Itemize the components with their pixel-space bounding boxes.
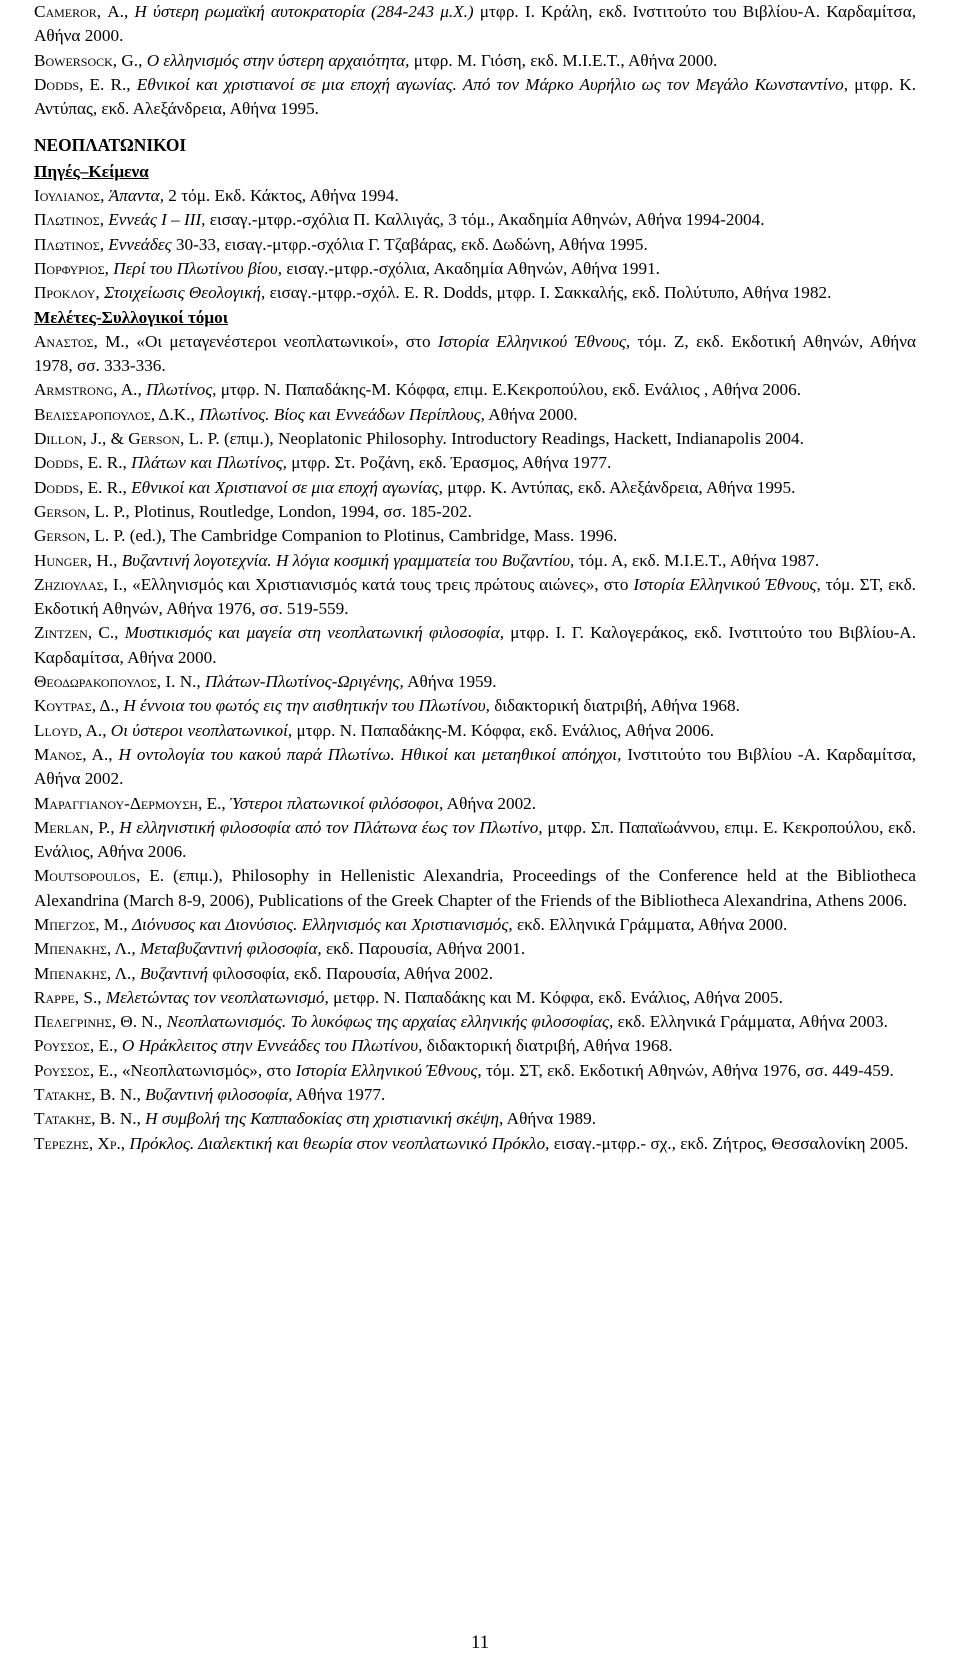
bibliography-entry [34, 0, 916, 49]
entry-title: Διόνυσος και Διονύσιος. Ελληνισμός και Χριστιανισμός, [131, 914, 513, 934]
bibliography-entry [34, 694, 916, 718]
entry-title: Ο Ηράκλειτος στην Εννεάδες του Πλωτίνου, [121, 1036, 423, 1056]
entry-author: Πελεγρινης, Θ. Ν. [34, 1012, 159, 1032]
entry-details: μτφρ. Ν. Παπαδάκης-Μ. Κόφφα, επιμ. Ε.Κεκροπούλου, εκδ. Ενάλιος , Αθήνα 2006. [216, 380, 802, 400]
entry-author: Armstrong, A. [34, 380, 138, 400]
bibliography-entry [34, 330, 916, 379]
bibliography-entry [34, 233, 916, 257]
entry-separator: , [108, 744, 119, 764]
entry-author: Lloyd, A. [34, 720, 103, 740]
bibliography-entry [34, 913, 916, 937]
entry-separator: , [196, 672, 206, 692]
bibliography-entry [34, 937, 916, 961]
entry-author: Zintzen, C. [34, 623, 115, 643]
bibliography-entry [34, 1107, 916, 1131]
entry-separator: , [136, 1109, 146, 1129]
entry-title: Στοιχείωσις Θεολογική, [103, 283, 266, 303]
bibliography-page [34, 0, 916, 1156]
entry-author: Κουτρας, Δ. [34, 696, 115, 716]
entry-title: Άπαντα, [108, 186, 164, 206]
entry-text: «Νεοπλατωνισμός», στο [121, 1060, 296, 1080]
entry-details: τόμ. ΣΤ, εκδ. Εκδοτική Αθηνών, Αθήνα 1976, σσ. 519-559. [34, 574, 916, 619]
entry-author: Moutsopoulos, E. [34, 866, 165, 886]
entry-title: Ιστορία Ελληνικού Έθνους, [437, 331, 631, 351]
entry-author: Τατακης, Β. Ν. [34, 1085, 137, 1105]
entry-separator: , [99, 234, 109, 254]
entry-separator: , [97, 987, 106, 1007]
bibliography-entry [34, 621, 916, 670]
entry-title: Εθνικοί και χριστιανοί σε μια εποχή αγωνίας. Από τον Μάρκο Αυρήλιο ως τον Μεγάλο Κωνσταντίνο [136, 74, 844, 94]
entry-details: διδακτορική διατριβή, Αθήνα 1968. [489, 696, 740, 716]
entry-details: τόμ. Α, εκδ. Μ.Ι.Ε.Τ., Αθήνα 1987. [574, 550, 820, 570]
entry-author: Τερεζης, Χρ. [34, 1133, 121, 1153]
entry-details: μτφρ. Ι. Κράλη, εκδ. Ινστιτούτο του Βιβλίου-Α. Καρδαμίτσα, Αθήνα 2000. [34, 2, 917, 46]
entry-details: μτφρ. Στ. Ροζάνη, εκδ. Έρασμος, Αθήνα 1977. [286, 453, 612, 473]
entry-author: Θεοδωρακοπουλος, Ι. Ν. [34, 672, 197, 692]
bibliography-entry [34, 864, 916, 913]
entry-separator: , [113, 550, 122, 570]
bibliography-entry [34, 792, 916, 816]
entry-title: Πρόκλος. Διαλεκτική και θεωρία στον νεοπλατωνικό Πρόκλο, [129, 1133, 550, 1153]
bibliography-entry [34, 1132, 916, 1156]
entry-author: Rappe, S. [34, 987, 98, 1007]
entry-author: Hunger, H. [34, 550, 114, 570]
entry-details: μτφρ. Σπ. Παπαϊωάννου, επιμ. Ε. Κεκροπούλου, εκδ. Ενάλιος, Αθήνα 2006. [34, 817, 917, 862]
entry-details: 2 τόμ. Εκδ. Κάκτος, Αθήνα 1994. [164, 186, 399, 206]
entry-separator [164, 866, 173, 885]
entry-title: Βυζαντινή [139, 963, 209, 983]
entry-author: Μπεγζος, Μ. [34, 914, 124, 934]
entry-separator: , [113, 1060, 122, 1080]
entry-details: 30-33, εισαγ.-μτφρ.-σχόλια Γ. Τζαβάρας, εκδ. Δωδώνη, Αθήνα 1995. [171, 234, 648, 254]
entry-details: τόμ. Ζ, εκδ. Εκδοτική Αθηνών, Αθήνα 1978, σσ. 333-336. [34, 331, 917, 376]
entry-author: Bowersock, G. [34, 50, 139, 70]
entry-text: Plotinus, Routledge, London, 1994, σσ. 185-202. [133, 501, 472, 521]
entry-separator: , [138, 50, 147, 70]
entry-title: Οι ύστεροι νεοπλατωνικοί, [110, 720, 293, 740]
entry-title: Πλωτίνος. Βίος και Εννεάδων Περίπλους, [199, 404, 485, 424]
entry-title: Περί του Πλωτίνου βίου, [113, 258, 283, 278]
bibliography-pre-entries [34, 0, 916, 121]
bibliography-entry [34, 378, 916, 402]
entry-separator: , [114, 623, 125, 643]
entry-author: Πλωτινος [34, 210, 100, 230]
entry-separator: , [114, 696, 124, 716]
entry-details: τόμ. ΣΤ, εκδ. Εκδοτική Αθηνών, Αθήνα 1976, σσ. 449-459. [481, 1060, 894, 1080]
entry-title: Ιστορία Ελληνικού Έθνους, [295, 1060, 482, 1080]
entry-title: Η οντολογία του κακού παρά Πλωτίνω. Ηθικοί και μεταηθικοί απόηχοι, [118, 744, 622, 764]
bibliography-entry [34, 719, 916, 743]
entry-author: Πορφυριος [34, 258, 105, 278]
entry-title: Ύστεροι πλατωνικοί φιλόσοφοι, [229, 793, 444, 813]
entry-author: Merlan, P. [34, 817, 111, 837]
entry-text: (ed.), The Cambridge Companion to Plotinus, Cambridge, Mass. 1996. [129, 526, 618, 546]
bibliography-entry [34, 500, 916, 524]
entry-separator: , [120, 1133, 130, 1153]
bibliography-entry [34, 427, 916, 451]
entry-title: Εννεάς Ι – ΙΙΙ, [108, 210, 206, 230]
bibliography-entry [34, 184, 916, 208]
entry-author: Τατακης, Β. Ν. [34, 1109, 137, 1129]
bibliography-entry [34, 257, 916, 281]
entry-separator: , [100, 186, 109, 206]
entry-separator: , [221, 793, 230, 813]
bibliography-entry [34, 1059, 916, 1083]
entry-author: Ρουσσος, Ε. [34, 1036, 114, 1056]
bibliography-entry [34, 49, 916, 73]
entry-details: μτφρ. Μ. Γιόση, εκδ. Μ.Ι.Ε.Τ., Αθήνα 2000. [409, 50, 718, 70]
entry-title: Νεοπλατωνισμός. Το λυκόφως της αρχαίας ελληνικής φιλοσοφίας, [166, 1012, 614, 1032]
entry-author: Ιουλιανος [34, 186, 101, 206]
entry-separator: , [123, 2, 135, 21]
bibliography-entry [34, 962, 916, 986]
entry-author: Μπενακης, Λ. [34, 939, 132, 959]
entry-author: Ζηζιουλας, Ι. [34, 574, 123, 594]
entry-author: Gerson, L. P. [34, 526, 126, 546]
entry-title: Η ελληνιστική φιλοσοφία από τον Πλάτωνα έως τον Πλωτίνο, [119, 817, 543, 837]
bibliography-entry [34, 670, 916, 694]
entry-title: Μυστικισμός και μαγεία στη νεοπλατωνική φιλοσοφία, [124, 623, 505, 643]
entry-author: Πλωτινος [34, 234, 100, 254]
entry-separator: , [136, 1085, 146, 1105]
bibliography-entry [34, 451, 916, 475]
entry-title: Πλάτων και Πλωτίνος, [131, 453, 287, 473]
entry-title: Μελετώντας τον νεοπλατωνισμό, [105, 987, 329, 1007]
entry-title: Εθνικοί και Χριστιανοί σε μια εποχή αγωνίας, [131, 477, 443, 497]
entry-details: Αθήνα 1977. [292, 1085, 386, 1105]
entry-text: «Ελληνισμός και Χριστιανισμός κατά τους τρεις πρώτους αιώνες», στο [132, 574, 634, 594]
entry-title: Η ύστερη ρωμαϊκή αυτοκρατορία (284-243 μ.Χ.) [134, 2, 474, 21]
entry-separator: , [137, 380, 147, 400]
entry-separator: , [158, 1012, 167, 1032]
entry-title: Πλωτίνος, [146, 380, 217, 400]
entry-details: μτφρ. Ι. Γ. Καλογεράκος, εκδ. Ινστιτούτο του Βιβλίου-Α. Καρδαμίτσα, Αθήνα 2000. [34, 623, 917, 667]
section-heading: ΝΕΟΠΛΑΤΩΝΙΚΟΙ [34, 135, 187, 156]
bibliography-entry [34, 573, 916, 622]
entry-title: Η έννοια του φωτός εις την αισθητικήν του Πλωτίνου, [123, 696, 490, 716]
entry-text: (επιμ.), Neoplatonic Philosophy. Introductory Readings, Hackett, Indianapolis 2004. [223, 429, 804, 449]
entry-details: Αθήνα 2000. [484, 404, 578, 424]
bibliography-entry [34, 208, 916, 232]
entry-separator: , [110, 817, 120, 837]
entry-separator: , [104, 258, 114, 278]
entry-separator: , [190, 404, 200, 424]
entry-details: , μτφρ. Κ. Αντύπας, εκδ. Αλεξάνδρεια, Αθήνα 1995. [34, 74, 917, 119]
entry-details: Αθήνα 1959. [403, 672, 497, 692]
entry-title: Βυζαντινή λογοτεχνία. Η λόγια κοσμική γραμματεία του Βυζαντίου, [121, 550, 575, 570]
entry-details: Αθήνα 2002. [443, 793, 537, 813]
studies-list [34, 330, 916, 1156]
entry-separator: , [102, 720, 111, 740]
bibliography-entry [34, 816, 916, 865]
entry-author: Μπενακης, Λ. [34, 963, 132, 983]
entry-text: (επιμ.), Philosophy in Hellenistic Alexandria, Proceedings of the Conference held at the Bibliotheca Alexandrina (March 8-9, 2006), Publications of the Greek Chapter of the Friends of the Bibliotheca Alexandrina, Athens 2006. [34, 866, 917, 910]
entry-author: Dodds, E. R. [34, 74, 127, 94]
bibliography-entry [34, 743, 916, 792]
entry-title: Πλάτων-Πλωτίνος-Ωριγένης, [205, 672, 404, 692]
entry-details: εισαγ.-μτφρ.-σχόλια, Ακαδημία Αθηνών, Αθήνα 1991. [282, 258, 660, 278]
entry-details: εισαγ.-μτφρ.- σχ., εκδ. Ζήτρος, Θεσσαλονίκη 2005. [549, 1133, 909, 1153]
entry-text: «Οι μεταγενέστεροι νεοπλατωνικοί», στο [136, 331, 438, 351]
entry-details: μετφρ. Ν. Παπαδάκης και Μ. Κόφφα, εκδ. Ενάλιος, Αθήνα 2005. [328, 987, 783, 1007]
entry-title: Ιστορία Ελληνικού Έθνους, [633, 574, 821, 594]
entry-title: Ο ελληνισμός στην ύστερη αρχαιότητα, [146, 50, 410, 70]
page-number: 11 [470, 1632, 490, 1653]
entry-author: Βελισσαροπουλος, Δ.Κ. [34, 404, 191, 424]
entry-author: Αναστος, Μ. [34, 331, 125, 351]
entry-separator: , [122, 574, 133, 594]
entry-title: Μεταβυζαντινή φιλοσοφία, [139, 939, 322, 959]
bibliography-entry [34, 1034, 916, 1058]
entry-details: μτφρ. Κ. Αντύπας, εκδ. Αλεξάνδρεια, Αθήνα 1995. [442, 477, 796, 497]
bibliography-entry [34, 986, 916, 1010]
studies-heading: Μελέτες-Συλλογικοί τόμοι [34, 307, 229, 327]
entry-details: Ινστιτούτο του Βιβλίου -Α. Καρδαμίτσα, Αθήνα 2002. [34, 744, 917, 789]
entry-author: Dillon, J., & Gerson, L. P. [34, 429, 220, 449]
entry-details: Αθήνα 1989. [503, 1109, 597, 1129]
entry-details: διδακτορική διατριβή, Αθήνα 1968. [422, 1036, 673, 1056]
bibliography-entry [34, 1010, 916, 1034]
bibliography-entry [34, 1083, 916, 1107]
entry-separator: , [122, 453, 132, 473]
entry-details: εκδ. Ελληνικά Γράμματα, Αθήνα 2000. [512, 914, 788, 934]
bibliography-entry [34, 73, 916, 122]
entry-separator: , [123, 914, 132, 934]
bibliography-entry [34, 549, 916, 573]
entry-details: εισαγ.-μτφρ.-σχόλ. E. R. Dodds, μτφρ. Ι. Σακκαλής, εκδ. Πολύτυπο, Αθήνα 1982. [265, 283, 832, 303]
entry-author: Μανος, Α. [34, 744, 109, 764]
entry-author: Μαραγγιανου-Δερμουση, Ε. [34, 793, 222, 813]
entry-details: εκδ. Ελληνικά Γράμματα, Αθήνα 2003. [613, 1012, 888, 1032]
entry-author: Dodds, E. R. [34, 477, 123, 497]
entry-title: Η συμβολή της Καππαδοκίας στη χριστιανική σκέψη, [145, 1109, 504, 1129]
entry-separator: , [125, 501, 134, 521]
entry-details: εκδ. Παρουσία, Αθήνα 2001. [321, 939, 526, 959]
entry-separator: , [113, 1036, 122, 1056]
entry-author: Ρουσσος, Ε. [34, 1060, 114, 1080]
bibliography-entry [34, 524, 916, 548]
entry-title: Βυζαντινή φιλοσοφία, [145, 1085, 293, 1105]
entry-author: Προκλου [34, 283, 96, 303]
bibliography-entry [34, 403, 916, 427]
entry-details: φιλοσοφία, εκδ. Παρουσία, Αθήνα 2002. [208, 963, 494, 983]
entry-author: Cameror, Α. [34, 2, 124, 21]
sources-list [34, 184, 916, 305]
entry-author: Dodds, E. R. [34, 453, 123, 473]
entry-author: Gerson, L. P. [34, 501, 126, 521]
entry-separator: , [99, 210, 109, 230]
bibliography-entry [34, 281, 916, 305]
entry-separator: , [126, 74, 137, 94]
entry-separator: , [124, 331, 137, 351]
entry-details: εισαγ.-μτφρ.-σχόλια Π. Καλλιγάς, 3 τόμ., Ακαδημία Αθηνών, Αθήνα 1994-2004. [205, 210, 765, 230]
entry-separator: , [122, 477, 132, 497]
entry-separator: , [95, 283, 104, 303]
entry-title: Εννεάδες [108, 234, 172, 254]
entry-details: μτφρ. Ν. Παπαδάκης-Μ. Κόφφα, εκδ. Ενάλιος, Αθήνα 2006. [292, 720, 715, 740]
bibliography-entry [34, 476, 916, 500]
sources-heading: Πηγές–Κείμενα [34, 161, 149, 181]
entry-separator: , [131, 963, 140, 983]
entry-separator: , [131, 939, 140, 959]
